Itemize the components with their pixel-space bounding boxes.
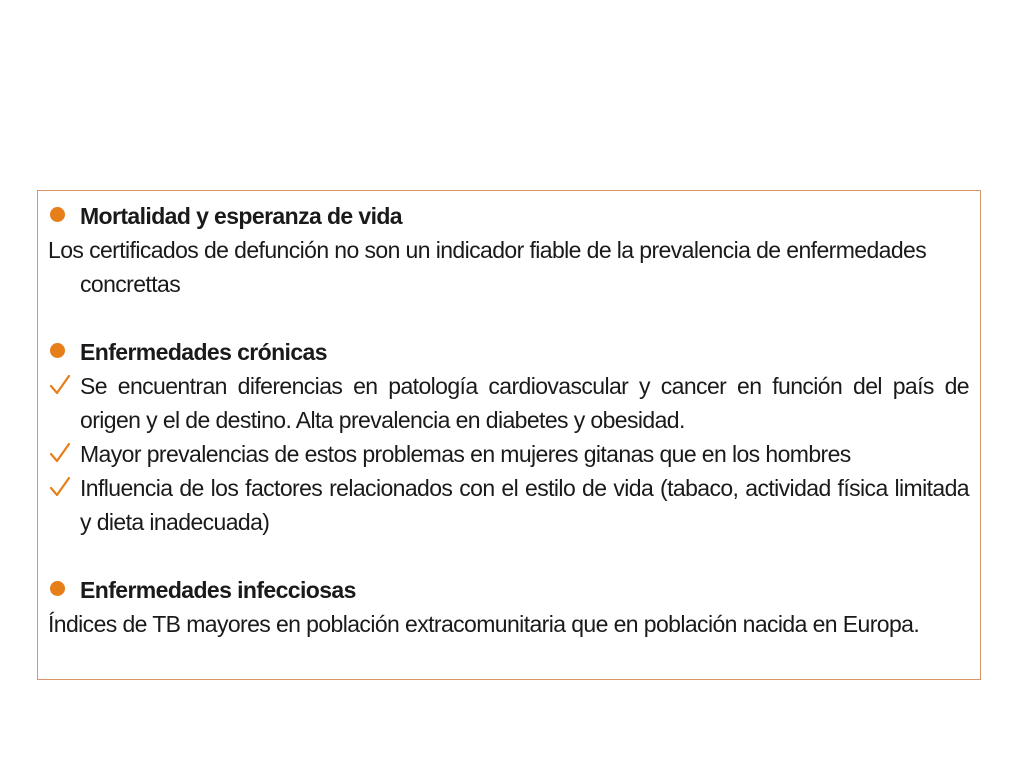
checkmark-icon [48, 369, 72, 399]
section-gap [48, 301, 969, 335]
section-heading-text: Enfermedades infecciosas [80, 577, 356, 603]
content-panel [37, 190, 981, 680]
section-gap [48, 539, 969, 573]
section-heading-text: Mortalidad y esperanza de vida [80, 203, 403, 229]
orange-dot-icon [50, 343, 65, 358]
checkmark-icon [48, 437, 72, 467]
orange-dot-icon [50, 581, 65, 596]
list-item-text: Influencia de los factores relacionados con el estilo de vida (tabaco, actividad física limitada y dieta inadecuada) [80, 475, 969, 535]
list-item [48, 369, 969, 437]
section-heading-infecciosas [48, 573, 969, 607]
section-paragraph-infecciosas: Índices de TB mayores en población extracomunitaria que en población nacida en Europa. [48, 611, 920, 637]
section-heading-mortalidad [48, 199, 969, 233]
orange-dot-icon [50, 207, 65, 222]
section-paragraph-mortalidad: Los certificados de defunción no son un indicador fiable de la prevalencia de enfermedades concrettas [48, 237, 927, 297]
list-item [48, 437, 969, 471]
section-heading-cronicas [48, 335, 969, 369]
checkmark-icon [48, 471, 72, 501]
list-item-text: Mayor prevalencias de estos problemas en mujeres gitanas que en los hombres [80, 441, 851, 467]
list-item-text: Se encuentran diferencias en patología cardiovascular y cancer en función del país de origen y el de destino. Alta prevalencia en diabetes y obesidad. [80, 373, 969, 433]
section-heading-text: Enfermedades crónicas [80, 339, 327, 365]
content-body [48, 199, 969, 641]
list-item [48, 471, 969, 539]
